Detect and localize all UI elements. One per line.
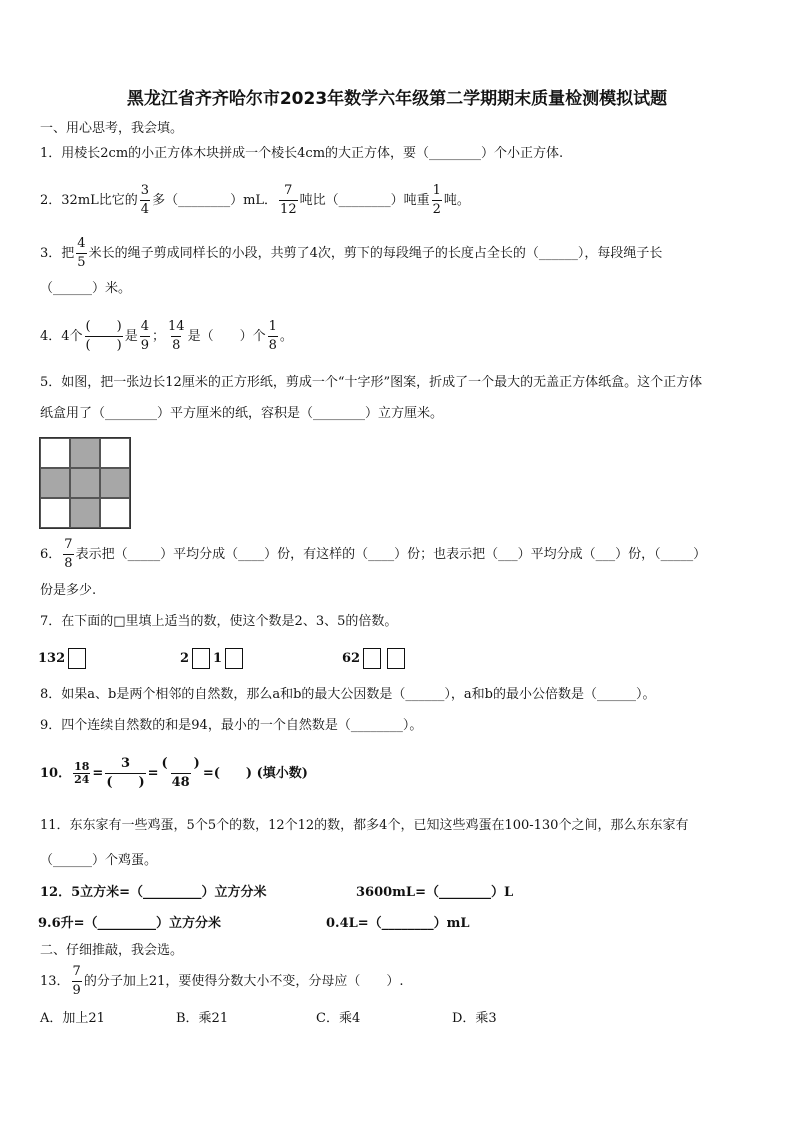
number-blank-2 <box>180 648 246 670</box>
option-a[interactable]: A．加上21 <box>40 1011 105 1026</box>
denominator: 4 <box>140 202 150 217</box>
fraction <box>161 755 201 792</box>
answer-box[interactable] <box>363 648 381 669</box>
equals-sign: = <box>92 766 104 781</box>
number-text: 132 <box>38 651 66 666</box>
fraction <box>268 318 278 355</box>
numerator: 7 <box>284 183 293 198</box>
answer-box[interactable] <box>192 648 210 669</box>
question-9: 9．四个连续自然数的和是94，最小的一个自然数是（________）。 <box>40 718 423 733</box>
fraction <box>85 318 123 355</box>
denominator: 48 <box>171 775 190 790</box>
option-b[interactable]: B．乘21 <box>176 1011 229 1026</box>
question-number: 3．把 <box>40 246 75 261</box>
numerator: 1 <box>432 183 441 198</box>
numerator: ( ) <box>161 756 200 771</box>
answer-box[interactable] <box>225 648 243 669</box>
question-number: 4．4个 <box>40 329 83 344</box>
question-text: 米长的绳子剪成同样长的小段，共剪了4次，剪下的每段绳子的长度占全长的（______），每段绳子长 <box>88 246 663 261</box>
denominator: 2 <box>432 202 441 217</box>
question-13 <box>40 963 404 1000</box>
question-5: 5．如图，把一张边长12厘米的正方形纸，剪成一个“十字形”图案，折成了一个最大的无盖正方体纸盒。这个正方体 <box>40 375 703 390</box>
denominator: 9 <box>72 983 81 998</box>
fraction <box>140 318 150 355</box>
section-heading-fill: 一、用心思考，我会填。 <box>40 121 184 136</box>
numerator: 7 <box>72 964 81 979</box>
denominator: 5 <box>77 255 86 270</box>
option-d[interactable]: D．乘3 <box>452 1011 497 1026</box>
numerator: 1 <box>268 319 277 334</box>
fraction <box>105 755 145 792</box>
number-text: 62 <box>342 651 361 666</box>
question-text: 吨。 <box>443 193 470 208</box>
fraction <box>167 318 186 355</box>
question-text: 32mL比它的 <box>61 193 138 208</box>
numerator: ( ) <box>85 319 122 334</box>
denominator: 9 <box>140 338 149 353</box>
question-7: 7．在下面的□里填上适当的数，使这个数是2、3、5的倍数。 <box>40 614 398 629</box>
fraction <box>76 235 86 272</box>
question-text: 吨比（________）吨重 <box>299 193 430 208</box>
grid-cell-shaded <box>70 468 100 498</box>
denominator: 8 <box>64 556 73 571</box>
fraction <box>73 761 90 786</box>
number-text: 1 <box>213 651 223 666</box>
numerator: 18 <box>74 760 90 773</box>
denominator: 24 <box>74 773 90 786</box>
section-heading-choice: 二、仔细推敲，我会选。 <box>40 943 184 958</box>
equals-sign: = <box>147 766 159 781</box>
grid-cell <box>100 498 130 528</box>
question-12-part-a: 12．5立方米=（_________）立方分米 <box>40 885 267 900</box>
question-1: 1．用棱长2cm的小正方体木块拼成一个棱长4cm的大正方体，要（________）个小正方体. <box>40 146 564 161</box>
option-c[interactable]: C．乘4 <box>316 1011 361 1026</box>
grid-cell-shaded <box>70 498 100 528</box>
question-3 <box>40 235 662 272</box>
question-12-part-c: 9.6升=（_________）立方分米 <box>38 916 222 931</box>
question-text: 表示把（_____）平均分成（____）份，有这样的（____）份；也表示把（___）平均分成（___）份，（_____） <box>75 547 707 562</box>
question-12-part-d: 0.4L=（________）mL <box>326 916 470 931</box>
grid-cell-shaded <box>70 438 100 468</box>
denominator: ( ) <box>106 775 145 790</box>
number-blank-3 <box>342 648 408 670</box>
question-text: 是 <box>124 329 138 344</box>
grid-cell <box>40 438 70 468</box>
question-number: 13． <box>40 974 70 989</box>
answer-box[interactable] <box>68 648 86 669</box>
denominator: 8 <box>172 338 181 353</box>
question-10 <box>40 755 308 792</box>
question-3-continued: （______）米。 <box>40 281 132 296</box>
question-number: 2． <box>40 193 62 208</box>
denominator: 8 <box>268 338 277 353</box>
grid-cell <box>40 498 70 528</box>
page-title: 黑龙江省齐齐哈尔市2023年数学六年级第二学期期末质量检测模拟试题 <box>126 89 668 109</box>
number-blank-1 <box>38 648 89 670</box>
fraction <box>432 182 442 219</box>
fraction <box>140 182 150 219</box>
question-text: 多（________）mL． <box>152 193 278 208</box>
answer-box[interactable] <box>387 648 405 669</box>
numerator: 3 <box>140 183 150 198</box>
question-text: 的分子加上21，要使得分数大小不变，分母应（ ）. <box>83 974 404 989</box>
question-11-continued: （______）个鸡蛋。 <box>40 853 158 868</box>
question-11: 11．东东家有一些鸡蛋，5个5个的数，12个12的数，都多4个，已知这些鸡蛋在100-130个之间，那么东东家有 <box>40 818 689 833</box>
grid-cell-shaded <box>100 468 130 498</box>
question-text: 。 <box>279 329 293 344</box>
denominator: ( ) <box>85 338 122 353</box>
question-6-continued: 份是多少. <box>40 583 97 598</box>
question-4 <box>40 318 293 355</box>
question-2 <box>40 182 470 219</box>
question-5-continued: 纸盒用了（________）平方厘米的纸，容积是（________）立方厘米。 <box>40 406 444 421</box>
numerator: 14 <box>168 319 185 334</box>
fraction <box>63 536 73 573</box>
question-number: 10． <box>40 766 72 781</box>
denominator: 12 <box>280 202 297 217</box>
fraction <box>279 182 298 219</box>
question-text: ； <box>152 329 166 344</box>
question-8: 8．如果a、b是两个相邻的自然数，那么a和b的最大公因数是（______），a和b的最小公倍数是（______）。 <box>40 687 656 702</box>
question-number: 6． <box>40 547 62 562</box>
numerator: 7 <box>64 537 73 552</box>
numerator: 4 <box>77 236 86 251</box>
number-text: 2 <box>180 651 190 666</box>
grid-cell-shaded <box>40 468 70 498</box>
question-6 <box>40 536 706 573</box>
question-text: 是（ ）个 <box>187 329 266 344</box>
numerator: 3 <box>120 756 130 771</box>
grid-cell <box>100 438 130 468</box>
fraction <box>72 963 82 1000</box>
cross-net-figure <box>39 437 131 529</box>
question-12-part-b: 3600mL=（________）L <box>356 885 514 900</box>
numerator: 4 <box>140 319 149 334</box>
question-text: =( ) (填小数) <box>202 766 308 781</box>
